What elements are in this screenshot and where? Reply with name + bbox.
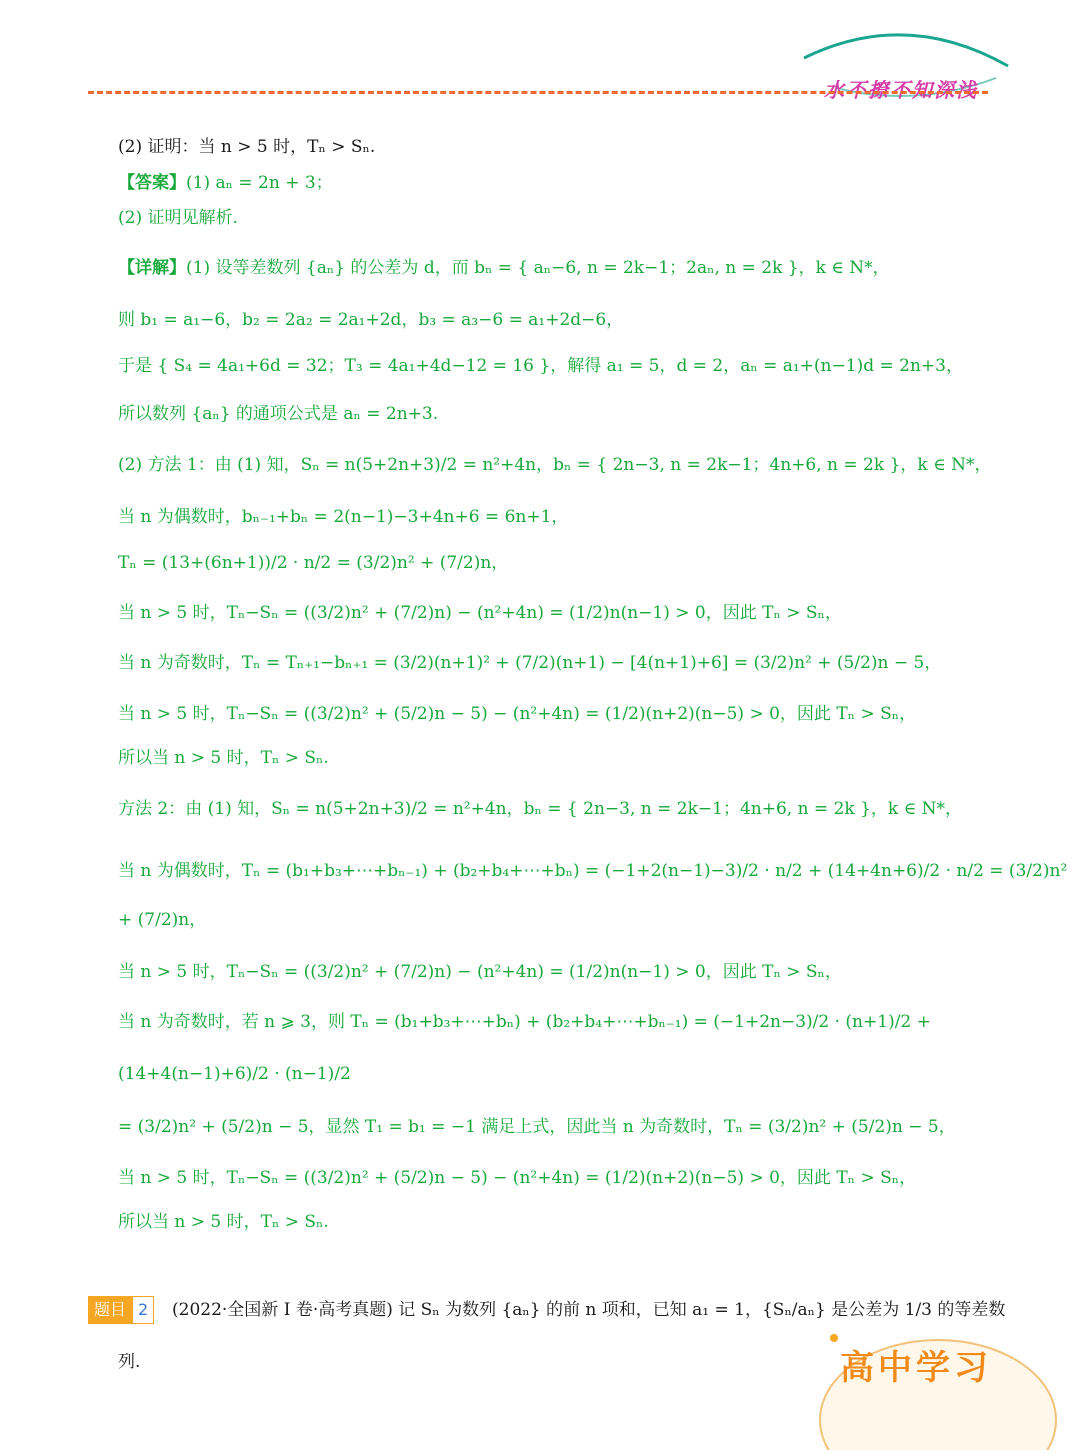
answer-label: 【答案】 — [118, 173, 186, 193]
detail-line-5: (2) 方法 1：由 (1) 知，Sₙ = n(5+2n+3)/2 = n²+4n，bₙ = { 2n−3, n = 2k−1；4n+6, n = 2k }，k ∈ N*， — [118, 455, 992, 475]
detail-line-1 — [118, 258, 890, 278]
brand-logo — [796, 28, 1016, 102]
detail-label: 【详解】 — [118, 258, 186, 278]
detail-line-18: = (3/2)n² + (5/2)n − 5，显然 T₁ = b₁ = −1 满足上式，因此当 n 为奇数时，Tₙ = (3/2)n² + (5/2)n − 5， — [118, 1117, 956, 1137]
detail-line-17: (14+4(n−1)+6)/2 · (n−1)/2 — [118, 1064, 351, 1084]
detail-line-12: 方法 2：由 (1) 知，Sₙ = n(5+2n+3)/2 = n²+4n，bₙ = { 2n−3, n = 2k−1；4n+6, n = 2k }，k ∈ N*， — [118, 799, 962, 819]
detail-line-7: Tₙ = (13+(6n+1))/2 · n/2 = (3/2)n² + (7/2)n， — [118, 553, 509, 573]
detail-line-2: 则 b₁ = a₁−6，b₂ = 2a₂ = 2a₁+2d，b₃ = a₃−6 = a₁+2d−6， — [118, 310, 624, 330]
detail-line-20: 所以当 n > 5 时，Tₙ > Sₙ. — [118, 1212, 329, 1232]
detail-line-6: 当 n 为偶数时，bₙ₋₁+bₙ = 2(n−1)−3+4n+6 = 6n+1， — [118, 507, 569, 527]
question-part-2: (2) 证明：当 n > 5 时，Tₙ > Sₙ. — [118, 137, 376, 157]
problem-tag-label: 题目 — [88, 1296, 132, 1324]
detail-line-3: 于是 { S₄ = 4a₁+6d = 32；T₃ = 4a₁+4d−12 = 16 }，解得 a₁ = 5，d = 2，aₙ = a₁+(n−1)d = 2n+3， — [118, 356, 963, 376]
answer-text-1: (1) aₙ = 2n + 3； — [186, 173, 333, 193]
problem-text-2: 列. — [118, 1352, 141, 1372]
logo-text: 水不撩不知深浅 — [824, 78, 978, 102]
detail-line-14: + (7/2)n， — [118, 910, 207, 930]
detail-line-8: 当 n > 5 时，Tₙ−Sₙ = ((3/2)n² + (7/2)n) − (n²+4n) = (1/2)n(n−1) > 0，因此 Tₙ > Sₙ， — [118, 603, 842, 623]
problem-tag — [88, 1296, 154, 1324]
problem-tag-number: 2 — [132, 1296, 154, 1324]
answer-line-1 — [118, 173, 333, 193]
header-divider — [88, 91, 988, 94]
detail-line-9: 当 n 为奇数时，Tₙ = Tₙ₊₁−bₙ₊₁ = (3/2)(n+1)² + (7/2)(n+1) − [4(n+1)+6] = (3/2)n² + (5/2)n − 5， — [118, 653, 942, 673]
detail-line-19: 当 n > 5 时，Tₙ−Sₙ = ((3/2)n² + (5/2)n − 5) − (n²+4n) = (1/2)(n+2)(n−5) > 0，因此 Tₙ > Sₙ， — [118, 1168, 917, 1188]
detail-text-1: (1) 设等差数列 {aₙ} 的公差为 d，而 bₙ = { aₙ−6, n = 2k−1；2aₙ, n = 2k }，k ∈ N*， — [186, 258, 890, 278]
badge-text: 高中学习 — [840, 1348, 992, 1388]
detail-line-15: 当 n > 5 时，Tₙ−Sₙ = ((3/2)n² + (7/2)n) − (n²+4n) = (1/2)n(n−1) > 0，因此 Tₙ > Sₙ， — [118, 962, 842, 982]
problem-text-1: (2022·全国新 I 卷·高考真题) 记 Sₙ 为数列 {aₙ} 的前 n 项和，已知 a₁ = 1，{Sₙ/aₙ} 是公差为 1/3 的等差数 — [172, 1300, 1006, 1320]
detail-line-11: 所以当 n > 5 时，Tₙ > Sₙ. — [118, 748, 329, 768]
detail-line-4: 所以数列 {aₙ} 的通项公式是 aₙ = 2n+3. — [118, 404, 439, 424]
detail-line-16: 当 n 为奇数时，若 n ⩾ 3，则 Tₙ = (b₁+b₃+⋯+bₙ) + (b₂+b₄+⋯+bₙ₋₁) = (−1+2n−3)/2 · (n+1)/2 + — [118, 1012, 931, 1032]
detail-line-13: 当 n 为偶数时，Tₙ = (b₁+b₃+⋯+bₙ₋₁) + (b₂+b₄+⋯+bₙ) = (−1+2(n−1)−3)/2 · n/2 + (14+4n+6)/2 · n/2 = (3/2)n² — [118, 861, 1068, 881]
detail-line-10: 当 n > 5 时，Tₙ−Sₙ = ((3/2)n² + (5/2)n − 5) − (n²+4n) = (1/2)(n+2)(n−5) > 0，因此 Tₙ > Sₙ， — [118, 704, 917, 724]
answer-line-2: (2) 证明见解析. — [118, 208, 238, 228]
study-badge — [818, 1330, 1058, 1450]
